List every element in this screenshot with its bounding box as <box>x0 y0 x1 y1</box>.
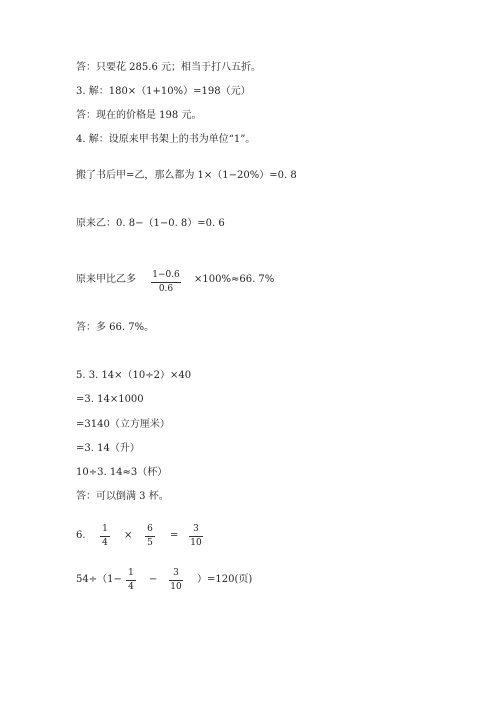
fraction-bar <box>145 536 155 537</box>
step-6-suffix: ）=120(页) <box>197 574 253 585</box>
fraction-numerator: 3 <box>193 524 199 534</box>
fraction-bar <box>169 580 183 581</box>
answer-line-1: 答：只要花 285.6 元；相当于打八五折。 <box>76 62 261 73</box>
fraction-numerator: 3 <box>173 568 179 578</box>
fraction-bar <box>100 536 110 537</box>
answer-line-3: 答：现在的价格是 198 元。 <box>76 110 202 121</box>
fraction-bar <box>151 282 181 283</box>
fraction-denominator: 5 <box>147 538 153 548</box>
fraction-denominator: 4 <box>128 582 134 592</box>
fraction-denominator: 0.6 <box>158 284 174 294</box>
fraction-bar <box>126 580 136 581</box>
step-5-5: 10÷3. 14≈3（杯） <box>76 467 168 478</box>
step-6-prefix: 54÷（1− <box>76 574 122 585</box>
fraction-numerator: 1−0.6 <box>152 270 180 280</box>
fraction-denominator: 10 <box>170 582 182 592</box>
fraction-numerator: 1 <box>102 524 108 534</box>
step-jia-more-than-yi: 原来甲比乙多 <box>76 274 136 285</box>
fraction-1-4 <box>100 524 110 549</box>
solution-3-line: 3. 解：180×（1+10%）=198（元） <box>76 86 251 97</box>
step-5-3: =3140（立方厘米） <box>76 419 170 430</box>
times-sign: × <box>124 530 133 541</box>
fraction-jia-yi <box>151 270 181 295</box>
fraction-numerator: 1 <box>128 568 134 578</box>
solution-4-line: 4. 解：设原来甲书架上的书为单位“1”。 <box>76 134 256 145</box>
step-move-books: 搬了书后甲=乙，那么都为 1×（1−20%）=0. 8 <box>76 170 297 181</box>
step-5-4: =3. 14（升） <box>76 443 140 454</box>
fraction-numerator: 6 <box>147 524 153 534</box>
answer-line-5: 答：可以倒满 3 杯。 <box>76 491 169 502</box>
solution-6-prefix: 6. <box>76 530 86 541</box>
fraction-6-5 <box>145 524 155 549</box>
fraction-1-4-b <box>126 568 136 593</box>
fraction-bar <box>189 536 203 537</box>
minus-sign: − <box>149 574 158 585</box>
equals-sign: = <box>170 530 179 541</box>
step-original-yi: 原来乙：0. 8−（1−0. 8）=0. 6 <box>76 218 225 229</box>
fraction-3-10-b <box>169 568 183 593</box>
step-jia-more-suffix: ×100%≈66. 7% <box>194 274 275 285</box>
solution-5-line: 5. 3. 14×（10÷2）×40 <box>76 370 192 381</box>
answer-line-4: 答：多 66. 7%。 <box>76 322 155 333</box>
fraction-3-10 <box>189 524 203 549</box>
fraction-denominator: 10 <box>190 538 202 548</box>
fraction-denominator: 4 <box>102 538 108 548</box>
step-5-2: =3. 14×1000 <box>76 394 144 405</box>
